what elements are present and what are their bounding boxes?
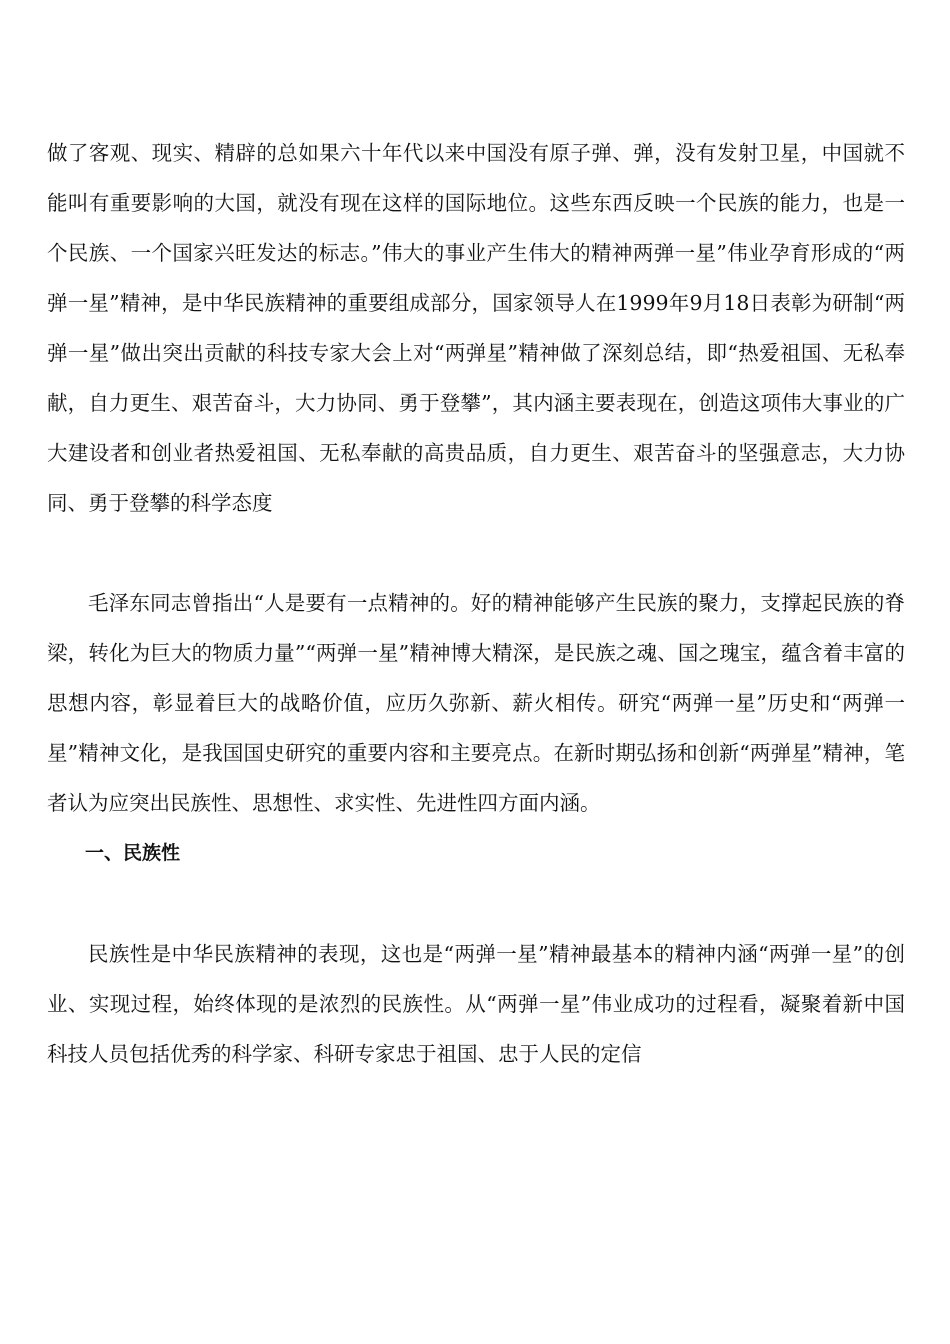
paragraph-mao-quote: 毛泽东同志曾指出“人是要有一点精神的。好的精神能够产生民族的聚力，支撑起民族的脊梁，转化为巨大的物质力量”“两弹一星”精神博大精深，是民族之魂、国之瑰宝，蕴含着丰富的思想内容，彰显着巨大的战略价值，应历久弥新、薪火相传。研究“两弹一星”历史和“两弹一星”精神文化，是我国国史研究的重要内容和主要亮点。在新时期弘扬和创新“两弹星”精神，笔者认为应突出民族性、思想性、求实性、先进性四方面内涵。 [47, 591, 905, 815]
section-heading-nationality: 一、民族性 [85, 842, 181, 864]
paragraph-intro: 做了客观、现实、精辟的总如果六十年代以来中国没有原子弹、弹，没有发射卫星，中国就不能叫有重要影响的大国，就没有现在这样的国际地位。这些东西反映一个民族的能力，也是一个民族、一个国家兴旺发达的标志。”伟大的事业产生伟大的精神两弹一星”伟业孕育形成的“两弹一星”精神，是中华民族精神的重要组成部分，国家领导人在1999年9月18日表彰为研制“两弹一星”做出突出贡献的科技专家大会上对“两弹星”精神做了深刻总结，即“热爱祖国、无私奉献，自力更生、艰苦奋斗，大力协同、勇于登攀”，其内涵主要表现在，创造这项伟大事业的广大建设者和创业者热爱祖国、无私奉献的高贵品质，自力更生、艰苦奋斗的坚强意志，大力协同、勇于登攀的科学态度 [47, 141, 905, 515]
document-page [47, 128, 905, 1079]
paragraph-nationality: 民族性是中华民族精神的表现，这也是“两弹一星”精神最基本的精神内涵“两弹一星”的创业、实现过程，始终体现的是浓烈的民族性。从“两弹一星”伟业成功的过程看，凝聚着新中国科技人员包括优秀的科学家、科研专家忠于祖国、忠于人民的定信 [47, 942, 905, 1066]
